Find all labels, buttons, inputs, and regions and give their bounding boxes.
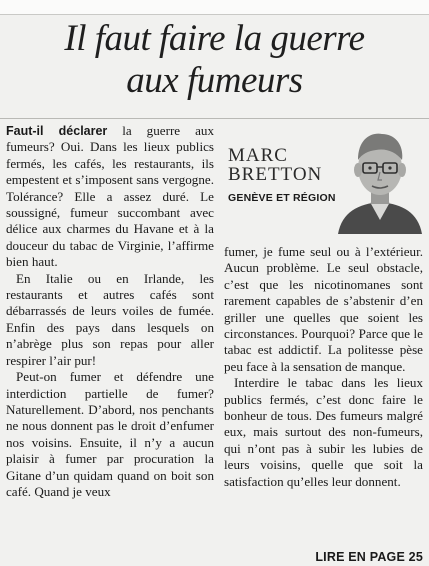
author-name [228,146,322,184]
page-header-strip [0,0,429,15]
paragraph-4: fumer, je fume seul ou à l’extérieur. Aucun problème. Le seul obstacle, c’est que les nicotinomanes sont rarement capables de s’abstenir d’en griller une quelles que soient les circonstances. Pourquoi? Parce que le tabac est addictif. La politesse pèse peu face à la sensation de manque. [224,244,423,374]
headline-divider [0,118,429,119]
article-column-2 [224,244,423,490]
paragraph-1-text: la guerre aux fumeurs? Oui. Dans les lieux publics fermés, les cafés, les restaurants, ils empestent et s’imposent sans vergogne. Tolérance? Elle a assez duré. Le soussigné, fumeur succombant avec délice aux charmes du Havane et à la douceur du tabac de Virginie, l’affirme bien haut. [6,123,214,270]
paragraph-5: Interdire le tabac dans les lieux publics fermés, c’est donc faire le bonheur de tous. Des fumeurs malgré eux, mais surtout des non-fumeurs, qui n’ont pas à subir les lubies de leurs voisins, quelle que soit la satisfaction qu’elles leur donnent. [224,375,423,489]
lead-in: Faut-il déclarer [6,124,108,138]
article-headline [0,18,429,102]
author-first-name: MARC [228,145,288,166]
author-byline [228,130,424,238]
author-last-name: BRETTON [228,164,323,185]
article-column-1 [6,123,214,500]
paragraph-3: Peut-on fumer et défendre une interdiction partielle de fumer? Naturellement. D’abord, nos penchants ne nous donnent pas le droit d’enfumer nos voisins. Ensuite, il n’y a aucun plaisir à fumer par procuration la Gitane d’un quidam quand on boit son café. Quand je veux [6,369,214,499]
headline-line-1: Il faut faire la guerre [64,18,365,59]
headline-line-2: aux fumeurs [126,60,303,101]
paragraph-2: En Italie ou en Irlande, les restaurants et autres cafés sont débarrassés de leurs voiles de fumée. Enfin des pays dans lesquels on n’abrège plus son repas pour aller respirer l’air pur! [6,270,214,368]
author-region: GENÈVE ET RÉGION [228,192,336,204]
author-portrait [336,124,424,234]
continued-on-page-link[interactable]: LIRE EN PAGE 25 [315,550,423,564]
paragraph-1 [6,123,214,271]
